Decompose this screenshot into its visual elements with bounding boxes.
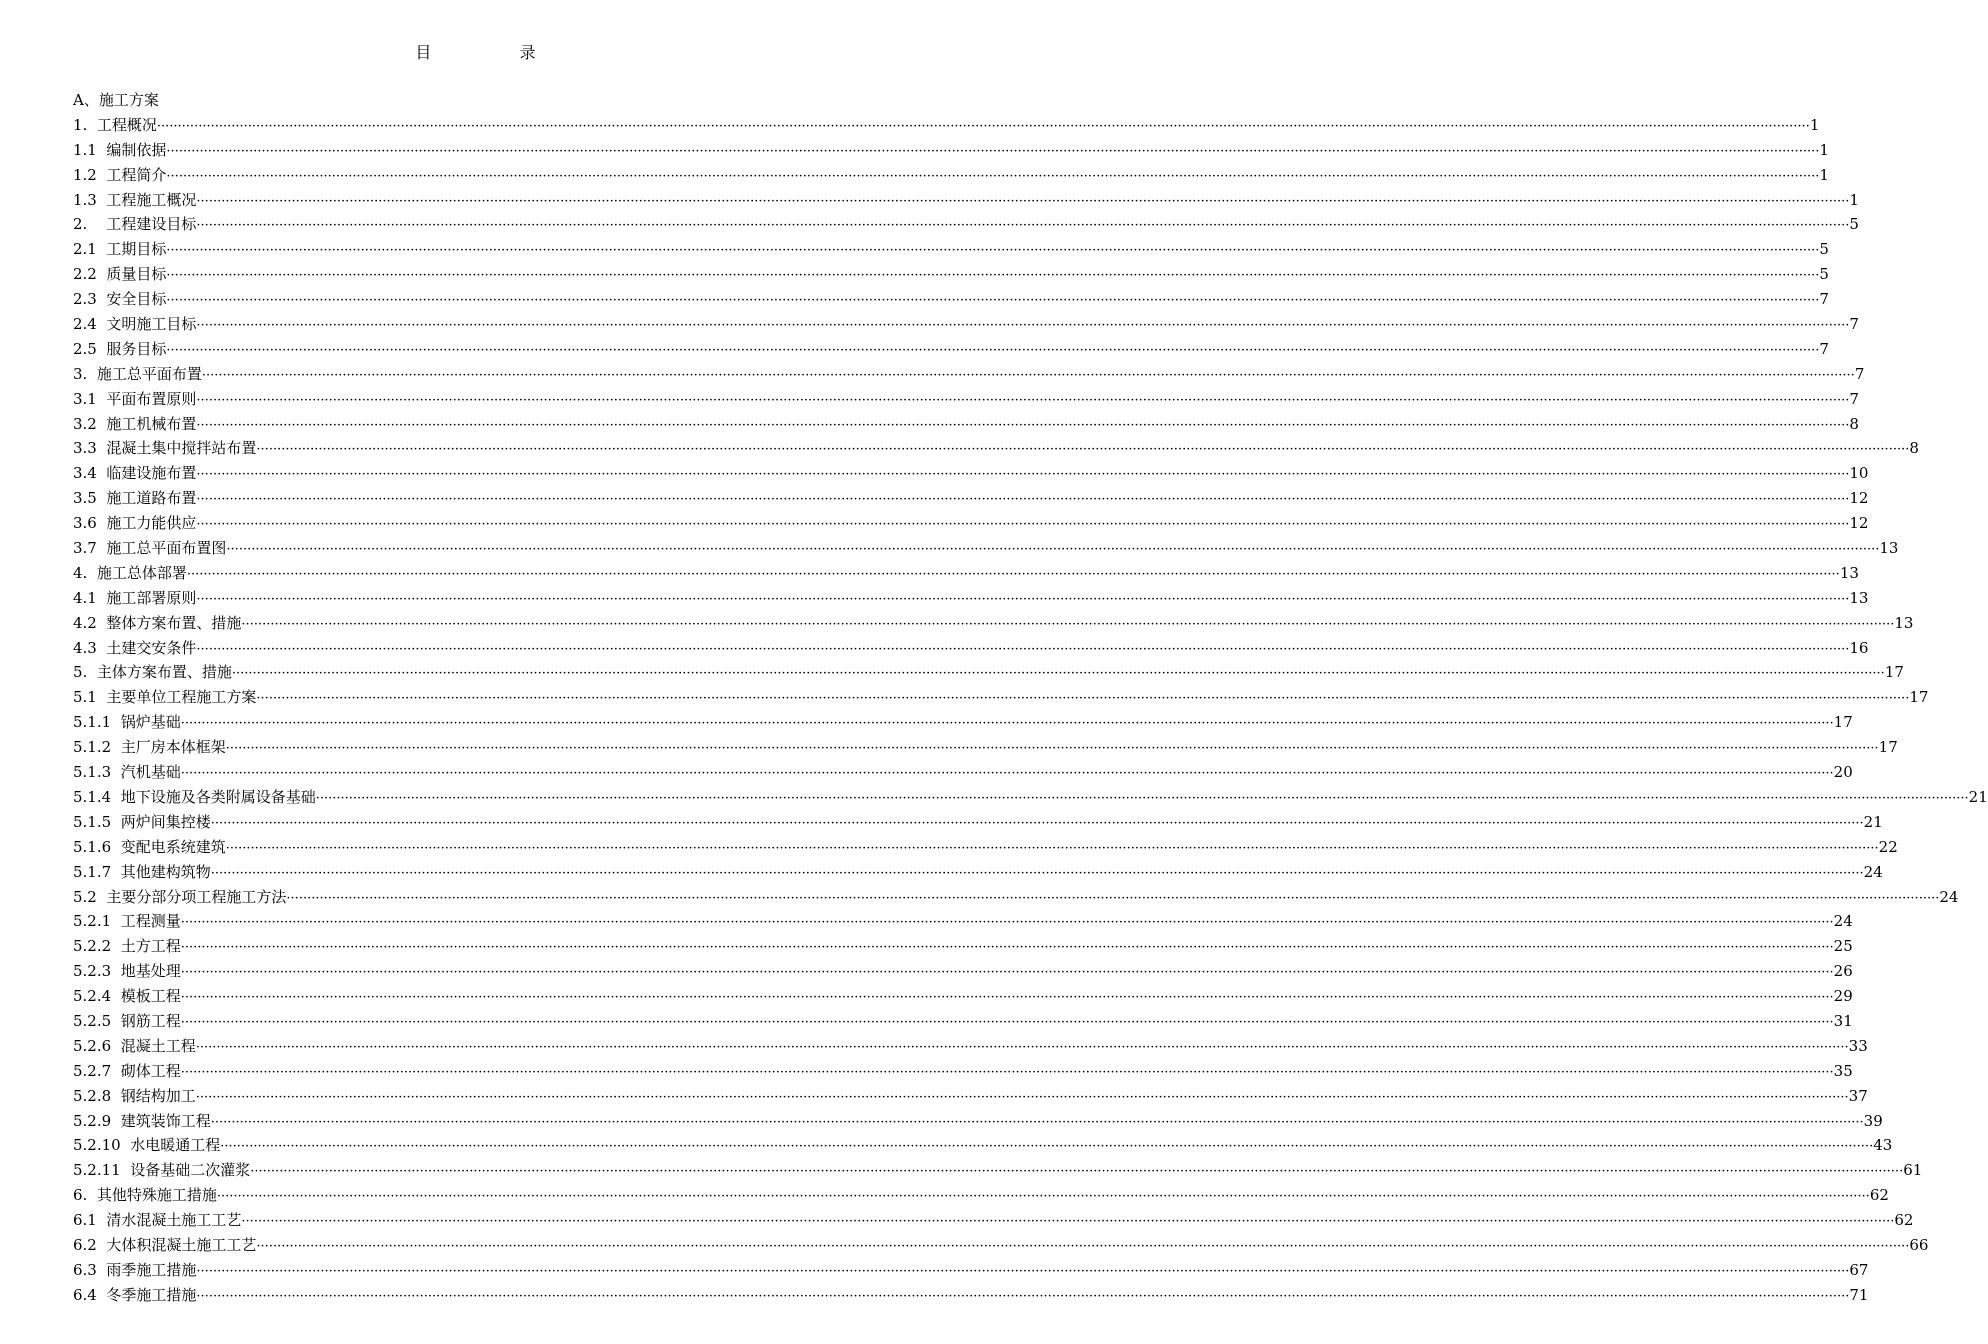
toc-entry-page-number: 13 (1894, 613, 1914, 632)
toc-dot-leader: ················································································································································································································································································································································································································ (180, 965, 1834, 981)
toc-dot-leader: ················································································································································································································································································································································································································ (216, 1189, 1870, 1205)
toc-entry-title: 施工总平面布置 (96, 364, 202, 383)
toc-entry[interactable] (73, 1009, 1853, 1034)
toc-entry-title: 工程概况 (96, 115, 157, 134)
toc-entry[interactable] (73, 561, 1859, 586)
toc-entry-title: 工程简介 (106, 165, 167, 184)
toc-entry-page-number: 67 (1849, 1260, 1869, 1279)
toc-entry[interactable] (73, 188, 1859, 213)
toc-entry-title: 编制依据 (106, 140, 167, 159)
toc-dot-leader: ················································································································································································································································································································································································································ (156, 118, 1810, 134)
toc-entry-number: 4.1 (73, 588, 107, 607)
toc-entry[interactable] (73, 486, 1869, 511)
toc-entry[interactable] (73, 860, 1883, 885)
toc-entry-page-number: 5 (1819, 265, 1829, 284)
toc-entry-title: 砌体工程 (120, 1061, 181, 1080)
toc-entry-page-number: 24 (1939, 887, 1959, 906)
toc-entry[interactable] (73, 611, 1914, 636)
toc-entry-number: 5.1.4 (73, 787, 121, 806)
toc-entry-page-number: 8 (1849, 414, 1859, 433)
toc-entry-title: 其他建构筑物 (120, 862, 211, 881)
toc-entry[interactable] (73, 1059, 1853, 1084)
toc-dot-leader: ················································································································································································································································································································································································································ (231, 666, 1885, 682)
toc-entry-number: 1.1 (73, 140, 107, 159)
toc-entry[interactable] (73, 1109, 1883, 1134)
toc-entry[interactable] (73, 262, 1829, 287)
toc-entry-title: 施工总体部署 (96, 563, 187, 582)
toc-entry-number: 3.6 (73, 514, 107, 533)
toc-entry-number: 1.2 (73, 165, 107, 184)
toc-entry[interactable] (73, 735, 1898, 760)
toc-entry-page-number: 66 (1909, 1235, 1929, 1254)
toc-entry-number: 6.1 (73, 1211, 107, 1230)
toc-entry-number: 5.2.3 (73, 962, 121, 981)
toc-dot-leader: ················································································································································································································································································································································································································ (196, 417, 1850, 433)
toc-entry-number: 6. (73, 1186, 97, 1205)
toc-entry[interactable] (73, 810, 1883, 835)
toc-entry-number: 3.4 (73, 464, 107, 483)
toc-entry-page-number: 17 (1909, 688, 1929, 707)
toc-entry-title: 土方工程 (120, 937, 181, 956)
toc-entry-page-number: 21 (1863, 812, 1883, 831)
toc-entry-page-number: 62 (1869, 1186, 1889, 1205)
toc-entry-page-number: 31 (1833, 1011, 1853, 1030)
toc-entry-title: 变配电系统建筑 (120, 837, 226, 856)
toc-entry-title: 混凝土工程 (120, 1036, 196, 1055)
toc-entry[interactable] (73, 959, 1853, 984)
toc-entry[interactable] (73, 436, 1919, 461)
toc-dot-leader: ················································································································································································································································································································································································································ (196, 392, 1850, 408)
toc-entry-number: 6.3 (73, 1260, 107, 1279)
toc-entry-page-number: 33 (1848, 1036, 1868, 1055)
toc-entry-title: 锅炉基础 (120, 713, 181, 732)
toc-entry-title: 工期目标 (106, 240, 167, 259)
toc-entry-number: 5.2.1 (73, 912, 121, 931)
toc-dot-leader: ················································································································································································································································································································································································································ (286, 890, 1940, 906)
toc-entry-title: 施工部署原则 (106, 588, 197, 607)
toc-entry[interactable] (73, 461, 1869, 486)
toc-entry-title: 主要分部分项工程施工方法 (106, 887, 287, 906)
toc-dot-leader: ················································································································································································································································································································································································································ (241, 1214, 1895, 1230)
toc-dot-leader: ················································································································································································································································································································································································································ (166, 342, 1820, 358)
toc-entry[interactable] (73, 710, 1853, 735)
toc-dot-leader: ················································································································································································································································································································································································································ (315, 790, 1969, 806)
toc-dot-leader: ················································································································································································································································································································································································································ (226, 542, 1880, 558)
toc-entry-page-number: 8 (1909, 439, 1919, 458)
toc-dot-leader: ················································································································································································································································································································································································································ (196, 591, 1850, 607)
toc-dot-leader: ················································································································································································································································································································································································································ (180, 1014, 1834, 1030)
toc-entry-page-number: 24 (1863, 862, 1883, 881)
toc-entry[interactable] (73, 212, 1859, 237)
toc-entry-number: 5.1 (73, 688, 107, 707)
toc-dot-leader: ················································································································································································································································································································································································································ (186, 566, 1840, 582)
toc-entry-title: 汽机基础 (120, 763, 181, 782)
toc-entry[interactable] (73, 685, 1929, 710)
toc-dot-leader: ················································································································································································································································································································································································································ (166, 293, 1820, 309)
toc-entry-page-number: 17 (1884, 663, 1904, 682)
toc-entry-page-number: 1 (1849, 190, 1859, 209)
toc-entry-title: 主要单位工程施工方案 (106, 688, 257, 707)
table-of-contents (73, 88, 1988, 1308)
toc-entry-title: 施工方案 (98, 91, 159, 109)
toc-entry-page-number: 1 (1809, 115, 1820, 134)
toc-entry-number: 6.2 (73, 1235, 107, 1254)
toc-entry-page-number: 39 (1863, 1111, 1883, 1130)
toc-entry-title: 施工机械布置 (106, 414, 197, 433)
toc-entry-number: 3.7 (73, 539, 107, 558)
toc-entry-page-number: 5 (1849, 215, 1859, 234)
toc-entry-page-number: 13 (1879, 539, 1899, 558)
toc-entry-page-number: 20 (1833, 763, 1853, 782)
toc-entry[interactable] (73, 1208, 1914, 1233)
toc-entry-page-number: 26 (1833, 962, 1853, 981)
toc-dot-leader: ················································································································································································································································································································································································································ (166, 168, 1820, 184)
toc-entry-title: 主厂房本体框架 (120, 738, 226, 757)
toc-entry-title: 钢筋工程 (120, 1011, 181, 1030)
toc-dot-leader: ················································································································································································································································································································································································································ (256, 1238, 1910, 1254)
toc-entry-page-number: 21 (1968, 787, 1988, 806)
toc-entry-number: 2.5 (73, 339, 107, 358)
toc-dot-leader: ················································································································································································································································································································································································································ (256, 442, 1910, 458)
toc-entry-page-number: 35 (1833, 1061, 1853, 1080)
toc-dot-leader: ················································································································································································································································································································································································································ (166, 243, 1820, 259)
toc-entry[interactable] (73, 387, 1859, 412)
toc-entry[interactable] (73, 1084, 1868, 1109)
toc-dot-leader: ················································································································································································································································································································································································································ (201, 367, 1855, 383)
toc-entry-number: 5.2.8 (73, 1086, 121, 1105)
toc-entry[interactable] (73, 1283, 1869, 1308)
toc-entry-title: 大体积混凝土施工工艺 (106, 1235, 257, 1254)
toc-entry[interactable] (73, 362, 1865, 387)
toc-entry-title: 土建交安条件 (106, 638, 197, 657)
toc-entry-title: 施工力能供应 (106, 514, 197, 533)
toc-dot-leader: ················································································································································································································································································································································································································ (210, 815, 1864, 831)
toc-entry-page-number: 10 (1849, 464, 1869, 483)
toc-dot-leader: ················································································································································································································································································································································································································ (210, 1114, 1864, 1130)
toc-entry-number: 3.2 (73, 414, 107, 433)
toc-entry[interactable] (73, 934, 1853, 959)
toc-entry[interactable] (73, 885, 1959, 910)
toc-entry-number: 2.3 (73, 290, 107, 309)
toc-entry[interactable] (73, 138, 1829, 163)
toc-entry-title: 施工道路布置 (106, 489, 197, 508)
toc-entry-page-number: 7 (1819, 290, 1829, 309)
toc-entry-page-number: 61 (1903, 1161, 1923, 1180)
toc-entry-number: 5.2.5 (73, 1011, 121, 1030)
toc-entry-number: 5.1.5 (73, 812, 121, 831)
toc-entry-number: 2.2 (73, 265, 107, 284)
toc-dot-leader: ················································································································································································································································································································································································································ (196, 1263, 1850, 1279)
toc-entry[interactable] (73, 337, 1829, 362)
toc-entry-number: 5. (73, 663, 97, 682)
toc-entry-number: 5.1.6 (73, 837, 121, 856)
toc-entry[interactable] (73, 660, 1904, 685)
toc-entry[interactable] (73, 1034, 1868, 1059)
toc-entry-page-number: 12 (1849, 514, 1869, 533)
toc-entry[interactable] (73, 1158, 1923, 1183)
toc-entry[interactable] (73, 636, 1869, 661)
toc-entry-title: 雨季施工措施 (106, 1260, 197, 1279)
toc-dot-leader: ················································································································································································································································································································································································································ (180, 940, 1834, 956)
toc-entry-number: 1.3 (73, 190, 107, 209)
toc-entry-number: 4.3 (73, 638, 107, 657)
toc-dot-leader: ················································································································································································································································································································································································································ (196, 218, 1850, 234)
toc-entry[interactable] (73, 984, 1853, 1009)
toc-entry[interactable] (73, 835, 1898, 860)
toc-entry-title: 工程测量 (120, 912, 181, 931)
toc-entry-page-number: 7 (1819, 339, 1829, 358)
toc-entry-page-number: 17 (1833, 713, 1853, 732)
toc-entry-page-number: 1 (1819, 140, 1829, 159)
toc-dot-leader: ················································································································································································································································································································································································································ (196, 492, 1850, 508)
toc-entry[interactable] (73, 113, 1820, 138)
toc-entry[interactable] (73, 1133, 1893, 1158)
toc-entry-number: 6.4 (73, 1285, 107, 1304)
toc-entry-number: A、 (73, 91, 99, 109)
toc-entry[interactable] (73, 785, 1988, 810)
toc-entry-title: 冬季施工措施 (106, 1285, 197, 1304)
toc-entry-number: 1. (73, 115, 97, 134)
toc-dot-leader: ················································································································································································································································································································································································································ (180, 1064, 1834, 1080)
toc-entry-page-number: 22 (1878, 837, 1898, 856)
toc-entry[interactable] (73, 287, 1829, 312)
toc-entry[interactable] (73, 312, 1859, 337)
toc-entry-title: 模板工程 (120, 987, 181, 1006)
toc-entry[interactable] (73, 909, 1853, 934)
toc-entry-number: 5.2.4 (73, 987, 121, 1006)
toc-entry-page-number: 62 (1894, 1211, 1914, 1230)
page-title: 目 录 (415, 43, 562, 62)
toc-entry-title: 文明施工目标 (106, 315, 197, 334)
toc-entry-number: 4. (73, 563, 97, 582)
toc-entry[interactable] (73, 1183, 1889, 1208)
toc-entry-page-number: 37 (1848, 1086, 1868, 1105)
toc-dot-leader: ················································································································································································································································································································································································································ (225, 741, 1879, 757)
toc-entry-page-number: 7 (1854, 364, 1865, 383)
toc-entry-page-number: 25 (1833, 937, 1853, 956)
toc-entry-page-number: 29 (1833, 987, 1853, 1006)
toc-entry-title: 建筑装饰工程 (120, 1111, 211, 1130)
toc-entry-title: 质量目标 (106, 265, 167, 284)
toc-dot-leader: ················································································································································································································································································································································································································ (196, 318, 1850, 334)
toc-entry-title: 混凝土集中搅拌站布置 (106, 439, 257, 458)
toc-entry-number: 5.1.7 (73, 862, 121, 881)
toc-entry-page-number: 24 (1833, 912, 1853, 931)
toc-entry-page-number: 17 (1878, 738, 1898, 757)
toc-entry-page-number: 12 (1849, 489, 1869, 508)
toc-entry-title: 钢结构加工 (120, 1086, 196, 1105)
toc-entry-title: 其他特殊施工措施 (96, 1186, 217, 1205)
toc-entry-title: 临建设施布置 (106, 464, 197, 483)
toc-entry[interactable] (73, 1258, 1869, 1283)
toc-entry[interactable] (73, 88, 673, 113)
toc-dot-leader: ················································································································································································································································································································································································································ (166, 143, 1820, 159)
toc-dot-leader: ················································································································································································································································································································································································································ (210, 865, 1864, 881)
toc-entry-number: 2.4 (73, 315, 107, 334)
toc-entry-page-number: 13 (1839, 563, 1859, 582)
toc-entry-number: 2. (73, 215, 107, 234)
toc-entry-number: 5.2.9 (73, 1111, 121, 1130)
toc-dot-leader: ················································································································································································································································································································································································································ (220, 1139, 1874, 1155)
toc-dot-leader: ················································································································································································································································································································································································································ (196, 193, 1850, 209)
toc-entry[interactable] (73, 163, 1829, 188)
toc-entry-number: 5.2.7 (73, 1061, 121, 1080)
toc-entry-title: 安全目标 (106, 290, 167, 309)
toc-entry-title: 清水混凝土施工工艺 (106, 1211, 242, 1230)
toc-entry-number: 3. (73, 364, 97, 383)
toc-entry-number: 5.2 (73, 887, 107, 906)
toc-dot-leader: ················································································································································································································································································································································································································ (196, 1288, 1850, 1304)
toc-entry-number: 5.1.3 (73, 763, 121, 782)
toc-entry-title: 工程施工概况 (106, 190, 197, 209)
toc-entry-title: 平面布置原则 (106, 389, 197, 408)
toc-dot-leader: ················································································································································································································································································································································································································ (196, 467, 1850, 483)
toc-entry-number: 3.5 (73, 489, 107, 508)
toc-entry-number: 2.1 (73, 240, 107, 259)
toc-entry-number: 5.2.10 (73, 1136, 131, 1155)
toc-entry-title: 施工总平面布置图 (106, 539, 227, 558)
toc-entry-title: 设备基础二次灌浆 (130, 1161, 251, 1180)
toc-dot-leader: ················································································································································································································································································································································································································ (196, 641, 1850, 657)
toc-entry-page-number: 1 (1819, 165, 1829, 184)
toc-dot-leader: ················································································································································································································································································································································································································ (241, 616, 1895, 632)
toc-dot-leader: ················································································································································································································································································································································································································ (180, 766, 1834, 782)
toc-entry[interactable] (73, 1233, 1929, 1258)
toc-entry-page-number: 43 (1873, 1136, 1893, 1155)
toc-entry-page-number: 5 (1819, 240, 1829, 259)
toc-entry[interactable] (73, 586, 1869, 611)
toc-entry-title: 整体方案布置、措施 (106, 613, 242, 632)
toc-entry-page-number: 7 (1849, 315, 1859, 334)
toc-entry-title: 地基处理 (120, 962, 181, 981)
toc-dot-leader: ················································································································································································································································································································································································································ (180, 716, 1834, 732)
toc-entry-page-number: 71 (1849, 1285, 1869, 1304)
toc-entry-title: 地下设施及各类附属设备基础 (120, 787, 316, 806)
toc-dot-leader: ················································································································································································································································································································································································································ (250, 1164, 1904, 1180)
toc-entry-title: 两炉间集控楼 (120, 812, 211, 831)
toc-dot-leader: ················································································································································································································································································································································································································ (225, 840, 1879, 856)
toc-entry-title: 工程建设目标 (106, 215, 197, 234)
toc-dot-leader: ················································································································································································································································································································································································································ (195, 1089, 1849, 1105)
toc-entry[interactable] (73, 412, 1859, 437)
toc-dot-leader: ················································································································································································································································································································································································································ (195, 1039, 1849, 1055)
toc-entry-title: 主体方案布置、措施 (96, 663, 232, 682)
toc-entry-page-number: 7 (1849, 389, 1859, 408)
toc-entry-title: 服务目标 (106, 339, 167, 358)
toc-dot-leader: ················································································································································································································································································································································································································ (180, 990, 1834, 1006)
toc-entry-page-number: 16 (1849, 638, 1869, 657)
toc-dot-leader: ················································································································································································································································································································································································································ (180, 915, 1834, 931)
toc-entry-number: 5.2.2 (73, 937, 121, 956)
toc-dot-leader: ················································································································································································································································································································································································································ (256, 691, 1910, 707)
toc-entry-title: 水电暖通工程 (130, 1136, 221, 1155)
toc-entry-page-number: 13 (1849, 588, 1869, 607)
toc-entry-number: 5.2.6 (73, 1036, 121, 1055)
toc-entry-number: 4.2 (73, 613, 107, 632)
toc-entry-number: 5.1.2 (73, 738, 121, 757)
toc-entry[interactable] (73, 536, 1899, 561)
toc-entry[interactable] (73, 760, 1853, 785)
toc-dot-leader: ················································································································································································································································································································································································································ (166, 268, 1820, 284)
toc-entry-number: 3.1 (73, 389, 107, 408)
toc-entry-number: 5.2.11 (73, 1161, 131, 1180)
toc-entry[interactable] (73, 511, 1869, 536)
toc-entry-number: 5.1.1 (73, 713, 121, 732)
toc-entry[interactable] (73, 237, 1829, 262)
toc-dot-leader: ················································································································································································································································································································································································································ (196, 517, 1850, 533)
toc-entry-number: 3.3 (73, 439, 107, 458)
